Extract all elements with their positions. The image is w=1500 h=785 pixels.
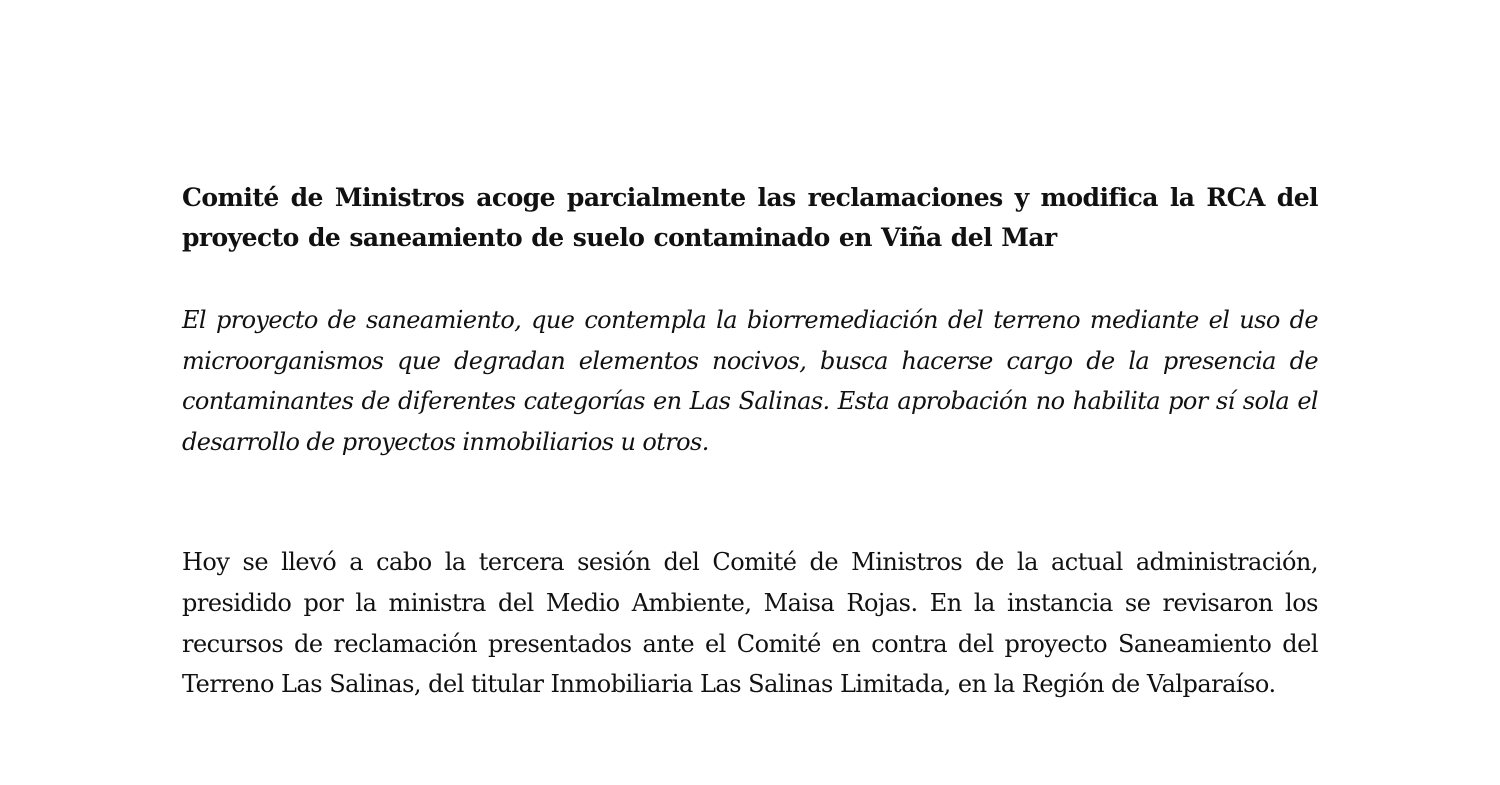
document-title: Comité de Ministros acoge parcialmente las reclamaciones y modifica la RCA del proyecto de saneamiento de suelo contaminado en Viña del Mar <box>182 183 1318 252</box>
body-paragraph: Hoy se llevó a cabo la tercera sesión del Comité de Ministros de la actual administración, presidido por la ministra del Medio Ambiente, Maisa Rojas. En la instancia se revisaron los recursos de reclamación presentados ante el Comité en contra del proyecto Saneamiento del Terreno Las Salinas, del titular Inmobiliaria Las Salinas Limitada, en la Región de Valparaíso. <box>182 548 1318 699</box>
document-content <box>182 178 1318 705</box>
lead-paragraph: El proyecto de saneamiento, que contempla la biorremediación del terreno mediante el uso de microorganismos que degradan elementos nocivos, busca hacerse cargo de la presencia de contaminantes de diferentes categorías en Las Salinas. Esta aprobación no habilita por sí sola el desarrollo de proyectos inmobiliarios u otros. <box>182 306 1318 456</box>
